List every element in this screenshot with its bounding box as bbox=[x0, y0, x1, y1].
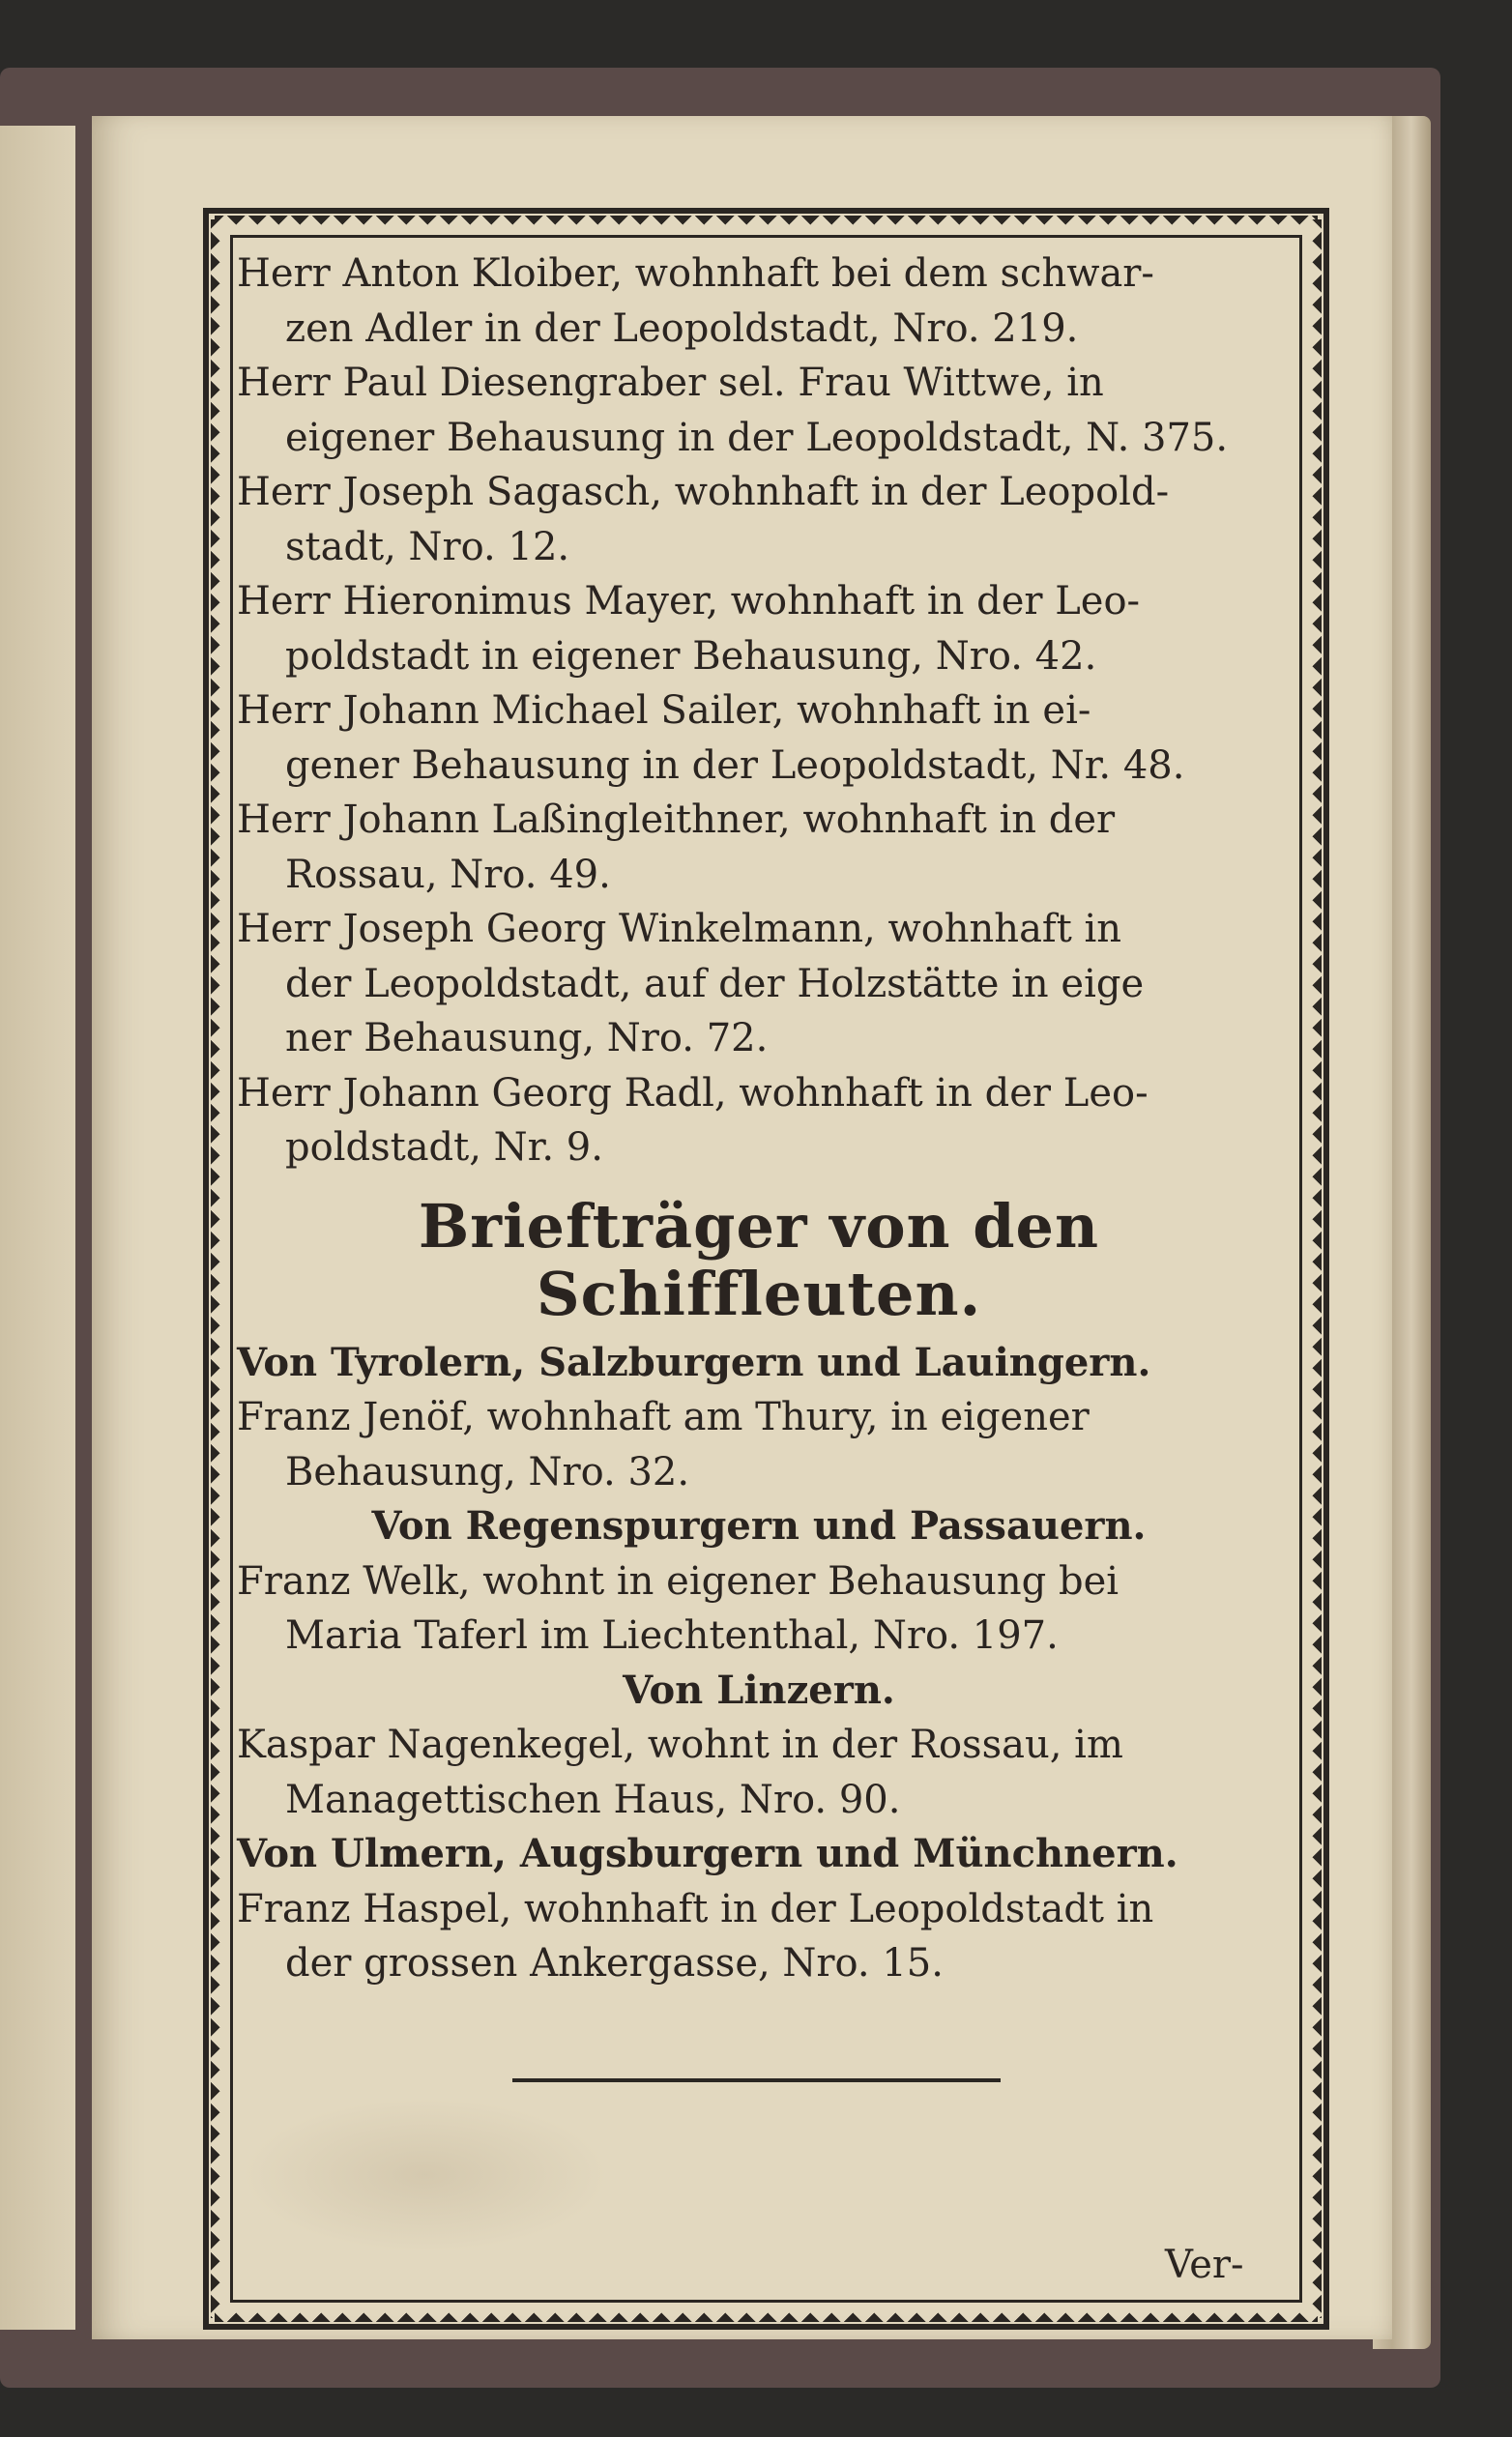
entry-line: Herr Johann Michael Sailer, wohnhaft in ei- bbox=[237, 688, 1091, 733]
left-page bbox=[0, 126, 75, 2330]
entry-line: Behausung, Nro. 32. bbox=[285, 1449, 690, 1494]
address-entry bbox=[237, 683, 1281, 793]
border-zigzag-bottom bbox=[215, 2306, 1318, 2322]
address-entry bbox=[237, 1390, 1281, 1499]
address-entry bbox=[237, 247, 1281, 356]
entry-line: Managettischen Haus, Nro. 90. bbox=[285, 1777, 901, 1822]
address-entry bbox=[237, 574, 1281, 683]
border-zigzag-left bbox=[211, 219, 226, 2318]
entry-line: Maria Taferl im Liechtenthal, Nro. 197. bbox=[285, 1613, 1059, 1658]
paper-stain bbox=[242, 2098, 609, 2252]
address-entry bbox=[237, 1718, 1281, 1827]
entry-line: stadt, Nro. 12. bbox=[285, 524, 570, 569]
closing-rule bbox=[512, 2078, 1001, 2082]
subsection-title: Von Regenspurgern und Passauern. bbox=[371, 1503, 1147, 1549]
entry-line: gener Behausung in der Leopoldstadt, Nr. 48. bbox=[285, 742, 1185, 788]
entry-line: der grossen Ankergasse, Nro. 15. bbox=[285, 1941, 944, 1986]
entry-line: zen Adler in der Leopoldstadt, Nro. 219. bbox=[285, 305, 1079, 351]
entry-line: poldstadt in eigener Behausung, Nro. 42. bbox=[285, 633, 1097, 679]
entry-line: eigener Behausung in der Leopoldstadt, N. 375. bbox=[285, 415, 1229, 460]
page-text bbox=[237, 247, 1281, 1991]
entry-line: Herr Joseph Georg Winkelmann, wohnhaft in bbox=[237, 907, 1122, 951]
subsection-title: Von Tyrolern, Salzburgern und Lauingern. bbox=[237, 1339, 1151, 1385]
section-list bbox=[237, 1336, 1281, 1991]
entry-line: ner Behausung, Nro. 72. bbox=[285, 1016, 769, 1060]
catchword: Ver- bbox=[1165, 2243, 1244, 2287]
entry-line: Franz Haspel, wohnhaft in der Leopoldstadt in bbox=[237, 1886, 1154, 1931]
entry-line: Herr Johann Georg Radl, wohnhaft in der Leo- bbox=[237, 1070, 1149, 1116]
entry-line: Herr Paul Diesengraber sel. Frau Wittwe, in bbox=[237, 361, 1104, 405]
entry-line: Herr Anton Kloiber, wohnhaft bei dem schwar- bbox=[237, 251, 1154, 296]
entry-line: Kaspar Nagenkegel, wohnt in der Rossau, im bbox=[237, 1723, 1123, 1767]
address-entry bbox=[237, 356, 1281, 465]
border-zigzag-top bbox=[215, 216, 1318, 231]
subsection-title: Von Linzern. bbox=[623, 1667, 895, 1713]
entry-line: Franz Jenöf, wohnhaft am Thury, in eigener bbox=[237, 1395, 1090, 1439]
entry-line: Herr Joseph Sagasch, wohnhaft in der Leopold- bbox=[237, 470, 1170, 514]
address-entry bbox=[237, 1554, 1281, 1664]
address-entry bbox=[237, 793, 1281, 902]
address-entry bbox=[237, 1882, 1281, 1991]
section-heading: Briefträger von den Schiffleuten. bbox=[418, 1190, 1100, 1329]
address-entry bbox=[237, 465, 1281, 574]
address-entry bbox=[237, 1066, 1281, 1175]
entry-line: der Leopoldstadt, auf der Holzstätte in eige bbox=[285, 961, 1145, 1006]
entry-line: Herr Hieronimus Mayer, wohnhaft in der Leo- bbox=[237, 579, 1141, 624]
entry-list bbox=[237, 247, 1281, 1175]
subsection-title: Von Ulmern, Augsburgern und Münchnern. bbox=[237, 1831, 1178, 1876]
border-zigzag-right bbox=[1306, 219, 1322, 2318]
address-entry bbox=[237, 902, 1281, 1066]
entry-line: Rossau, Nro. 49. bbox=[285, 852, 611, 897]
entry-line: poldstadt, Nr. 9. bbox=[285, 1125, 603, 1170]
entry-line: Franz Welk, wohnt in eigener Behausung bei bbox=[237, 1558, 1119, 1604]
entry-line: Herr Johann Laßingleithner, wohnhaft in der bbox=[237, 798, 1116, 842]
